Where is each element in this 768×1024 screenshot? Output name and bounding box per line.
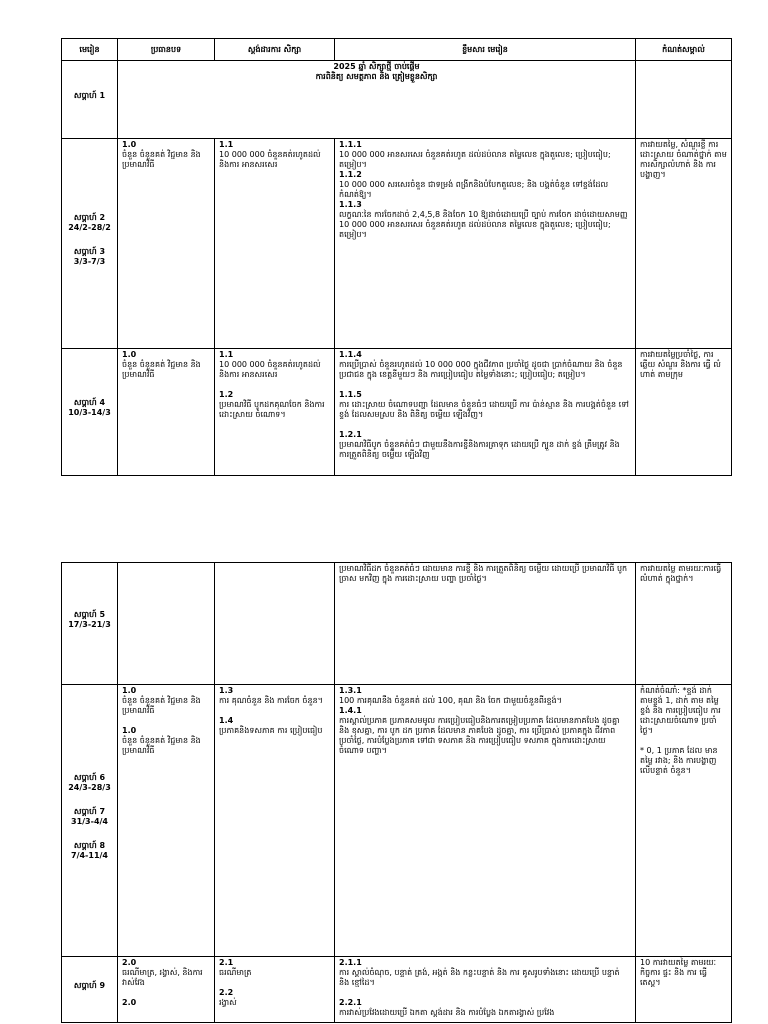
- header-note: កំណត់សម្គាល់: [636, 39, 732, 61]
- subject-cell: [118, 685, 215, 957]
- content-text: ការប្រើប្រាស់ ចំនួនរហូតដល់ 10 000 000 ក្នុងជីវភាព ប្រចាំថ្ងៃ ដូចជា ប្រាក់ចំណាយ និង ចំនួនប្រជាជន ក្នុង ខេត្តនីមួយៗ និង ការប្រៀបធៀប តម្លៃទាំងនោះ; ប្រៀបធៀប; តម្រៀប។: [339, 360, 623, 379]
- standard-text: 10 000 000 ចំនួនគត់រហូតដល់ និងការ អានសរសេរ: [219, 150, 321, 169]
- content-cell: [335, 139, 636, 349]
- note-text: ការវាយតម្លៃប្រចាំថ្ងៃ, ការឆ្លើយ សំណួរ និងការ ធ្វើ លំហាត់ តាមក្រុម: [640, 350, 721, 379]
- standard-cell: [215, 563, 335, 685]
- content-code: 2.2.1: [339, 998, 362, 1007]
- spacer: [339, 420, 631, 430]
- content-cell: [335, 349, 636, 476]
- table-header-row: [62, 39, 732, 61]
- content-cell: [636, 61, 732, 139]
- content-code: 1.1.1: [339, 140, 362, 149]
- table-row: [62, 685, 732, 957]
- week-cell: [62, 685, 118, 957]
- content-text: 10 000 000 អានសរសេរ ចំនួនគត់រហូត ដល់ដប់លាន តម្លៃលេខ ក្នុងតួលេខ; ប្រៀបធៀប; តម្រៀប។: [339, 150, 611, 169]
- week-label: សប្តាហ៍ 2: [73, 212, 106, 222]
- content-text: ការ ស្គាល់ចំណុច, បន្ទាត់ ត្រង់, អង្កត់ និង កន្លះបន្ទាត់ និង ការ គូសរូបទាំងនោះ ដោយប្រើ បន្ទាត់ និង ខ្មៅដៃ។: [339, 968, 620, 987]
- subject-code: 1.0: [122, 140, 137, 149]
- subject-code: 2.0: [122, 958, 137, 967]
- note-text: 10 ការវាយតម្លៃ តាមរយៈ កិច្ចការ ផ្ទះ និង ការ ធ្វើតេស្ត។: [640, 958, 717, 987]
- subject-text: ចំនួន ចំនួនគត់ វិជ្ជមាន និងប្រមាណវិធី: [122, 736, 201, 755]
- header-subject: ប្រធានបទ: [118, 39, 215, 61]
- content-cell: [335, 685, 636, 957]
- content-code: 1.1.4: [339, 350, 362, 359]
- week-label: សប្តាហ៍ 8: [73, 840, 106, 850]
- content-text: លក្ខណៈនៃ ការចែកដាច់ 2,4,5,8 និងចែក 10 ឱ្យដាច់ដោយប្រើ ច្បាប់ ការចែក ដាច់ដោយសាមញ្ញ 10 000 000 អានសរសេរ ចំនួនគត់រហូត ដល់ដប់លាន តម្លៃលេខ ក្នុងតួលេខ; ប្រៀបធៀប; តម្រៀប។: [339, 210, 628, 239]
- announcement-line: 2025 ឆ្នាំ សិក្សាថ្មី ចាប់ផ្តើម: [333, 62, 420, 71]
- content-code: 1.1.3: [339, 200, 362, 209]
- week-dates: 3/3-7/3: [73, 256, 106, 266]
- content-code: 1.2.1: [339, 430, 362, 439]
- subject-code: 1.0: [122, 350, 137, 359]
- spacer: [219, 380, 330, 390]
- table-row: [62, 349, 732, 476]
- table-row: [62, 139, 732, 349]
- note-cell: [636, 563, 732, 685]
- week-item: [64, 91, 115, 101]
- content-text: ការវាស់ប្រវែងដោយប្រើ ឯកតា ស្តង់ដារ និង ការបំប្លែង ឯកតារង្វាស់ ប្រវែង: [339, 1008, 555, 1017]
- week-dates: 17/3-21/3: [68, 619, 111, 629]
- standard-text: ប្រមាណវិធី បូកដកគុណចែក និងការ ដោះស្រាយ ចំណោទ។: [219, 400, 325, 419]
- merged-announcement-cell: [118, 61, 636, 139]
- spacer: [122, 988, 210, 998]
- subject-cell: [118, 563, 215, 685]
- subject-cell: [118, 957, 215, 1023]
- subject-cell: [118, 349, 215, 476]
- subject-text: ចំនួន ចំនួនគត់ វិជ្ជមាន និងប្រមាណវិធី: [122, 360, 201, 379]
- spacer: [219, 978, 330, 988]
- week-dates: 7/4-11/4: [71, 850, 108, 860]
- week-label: សប្តាហ៍ 5: [73, 609, 106, 619]
- spacer: [122, 716, 210, 726]
- content-text: ប្រមាណវិធីបូក ចំនួនគត់ធំៗ ជាមួយនឹងការខ្ចីនិងការត្រាទុក ដោយប្រើ ក្បួន ដាក់ ខ្ទង់ ត្រឹមត្រូវ និង ការត្រួតពិនិត្យ ចម្លើយ ឡើងវិញ: [339, 440, 620, 459]
- subject-code: 1.0: [122, 726, 137, 735]
- content-cell: [335, 957, 636, 1023]
- standard-cell: [215, 685, 335, 957]
- week-item: [64, 841, 115, 861]
- content-code: 1.4.1: [339, 706, 362, 715]
- lesson-plan-table-top: [61, 38, 732, 476]
- week-dates: 10/3-14/3: [68, 408, 111, 417]
- spacer: [219, 706, 330, 716]
- week-dates: 31/3-4/4: [71, 816, 108, 826]
- content-text: ការ ដោះស្រាយ ចំណោទបញ្ហា ដែលមាន ចំនួនធំៗ ដោយប្រើ ការ ប៉ាន់ស្មាន និង ការបង្គត់ចំនួន ទៅខ្ទង់ ដែលសមស្រប និង ពិនិត្យ ចម្លើយ ឡើងវិញ។: [339, 400, 629, 419]
- week-cell: [62, 349, 118, 476]
- standard-code: 1.1: [219, 140, 234, 149]
- header-week: មេរៀន: [62, 39, 118, 61]
- content-code: 1.1.5: [339, 390, 362, 399]
- note-text: ការវាយតម្លៃ តាមរយៈការធ្វើលំហាត់ ក្នុងថ្នាក់។: [640, 564, 722, 583]
- standard-code: 1.1: [219, 350, 234, 359]
- spacer: [339, 988, 631, 998]
- note-cell: [636, 349, 732, 476]
- content-code: 1.1.2: [339, 170, 362, 179]
- standard-code: 1.3: [219, 686, 234, 695]
- week-dates: 24/2-28/2: [68, 222, 111, 232]
- standard-code: 1.2: [219, 390, 234, 399]
- standard-code: 1.4: [219, 716, 234, 725]
- note-text: [640, 736, 727, 746]
- table-row: [62, 563, 732, 685]
- announcement-line: ការពិនិត្យ សមត្ថភាព និង ត្រៀមខ្លួនសិក្សា: [315, 72, 438, 81]
- note-cell: [636, 139, 732, 349]
- header-standard: ស្តង់ដារការ សិក្សា: [215, 39, 335, 61]
- standard-cell: [215, 139, 335, 349]
- note-text: កំណត់ចំណាំ: *ខ្ទង់ ដាក់ តាមខ្ទង់ 1, ដាក់ តាម តម្លៃខ្ទង់ និង ការប្រៀបធៀប ការដោះស្រាយចំណោទ ប្រចាំថ្ងៃ។: [640, 686, 721, 735]
- lesson-plan-table-bottom: [61, 562, 732, 1023]
- content-text: ប្រមាណវិធីដក ចំនួនគត់ធំៗ ដោយមាន ការខ្ចី និង ការត្រួតពិនិត្យ ចម្លើយ ដោយប្រើ ប្រមាណវិធី បូក ច្រាស មកវិញ ក្នុង ការដោះស្រាយ បញ្ហា ប្រចាំថ្ងៃ។: [339, 564, 628, 583]
- week-dates: 24/3-28/3: [68, 782, 111, 792]
- week-item: [64, 981, 115, 991]
- subject-text: ចំនួន ចំនួនគត់ វិជ្ជមាន និងប្រមាណវិធី: [122, 150, 201, 169]
- content-text: 100 ការគុណនឹង ចំនួនគត់ ដល់ 100, គុណ និង ចែក ជាមួយចំនួនពីរខ្ទង់។: [339, 696, 562, 705]
- week-item: [64, 807, 115, 827]
- content-code: 2.1.1: [339, 958, 362, 967]
- week-label: សប្តាហ៍ 3: [73, 246, 106, 256]
- standard-text: 10 000 000 ចំនួនគត់រហូតដល់ និងការ អានសរសេរ: [219, 360, 321, 379]
- note-cell: [636, 957, 732, 1023]
- week-cell: [62, 61, 118, 139]
- week-item: [64, 773, 115, 793]
- week-item: [64, 247, 115, 267]
- standard-code: 2.1: [219, 958, 234, 967]
- week-label: សប្តាហ៍ 9: [73, 980, 106, 990]
- standard-code: 2.2: [219, 988, 234, 997]
- spacer: [339, 380, 631, 390]
- week-item: [64, 610, 115, 630]
- note-cell: [636, 685, 732, 957]
- note-text: * 0, 1 ប្រភាគ ដែល មានតម្លៃ រវាង; និង ការបង្ហាញ លើបន្ទាត់ ចំនួន។: [640, 746, 718, 775]
- content-text: ការស្គាល់ប្រភាគ ប្រភាគសមមូល ការប្រៀបធៀបនិងការតម្រៀបប្រភាគ ដែលមានភាគបែង ដូចគ្នា និង ខុសគ្នា, ការ បូក ដក ប្រភាគ ដែលមាន ភាគបែង ដូចគ្នា, ការ ប្រើប្រាស់ ប្រភាគក្នុង ជីវភាព ប្រចាំថ្ងៃ, ការបំប្លែងប្រភាគ ទៅជា ទសភាគ និង ការប្រៀបធៀប ទសភាគ ក្នុងការដោះស្រាយ ចំណោទ បញ្ហា។: [339, 716, 620, 755]
- standard-text: ការ គុណចំនួន និង ការចែក ចំនួន។: [219, 696, 323, 705]
- week-label: សប្តាហ៍ 4: [73, 398, 106, 407]
- table-row: [62, 61, 732, 139]
- subject-text: ធរណីមាត្រ, រង្វាស់, និងការវាស់វែង: [122, 968, 203, 987]
- week-cell: [62, 139, 118, 349]
- week-label: សប្តាហ៍ 6: [73, 772, 106, 782]
- content-code: 1.3.1: [339, 686, 362, 695]
- standard-text: រង្វាស់: [219, 998, 237, 1007]
- standard-text: ធរណីមាត្រ: [219, 968, 252, 977]
- week-item: [64, 213, 115, 233]
- week-item: [64, 398, 115, 418]
- week-label: សប្តាហ៍ 1: [73, 90, 106, 100]
- standard-cell: [215, 957, 335, 1023]
- standard-cell: [215, 349, 335, 476]
- subject-code: 1.0: [122, 686, 137, 695]
- week-cell: [62, 957, 118, 1023]
- subject-code: 2.0: [122, 998, 137, 1007]
- week-label: សប្តាហ៍ 7: [73, 806, 106, 816]
- week-cell: [62, 563, 118, 685]
- note-text: ការវាយតម្លៃ, សំណួរខ្លី ការដោះស្រាយ ចំណាត់ថ្នាក់ តាមការសិក្សាលំហាត់ និង ការបង្ហាញ។: [640, 140, 727, 179]
- content-cell: [335, 563, 636, 685]
- content-text: 10 000 000 សរសេរចំនួន ជាទម្រង់ ពង្រីកនិងបំបែកតួលេខ; និង បង្គត់ចំនួន ទៅខ្ទង់ដែលកំណត់ឱ្យ។: [339, 180, 609, 199]
- standard-text: ប្រភាគនិងទសភាគ ការ ប្រៀបធៀប: [219, 726, 323, 735]
- subject-text: ចំនួន ចំនួនគត់ វិជ្ជមាន និងប្រមាណវិធី: [122, 696, 201, 715]
- header-content: ខ្លឹមសារ មេរៀន: [335, 39, 636, 61]
- table-row: [62, 957, 732, 1023]
- subject-cell: [118, 139, 215, 349]
